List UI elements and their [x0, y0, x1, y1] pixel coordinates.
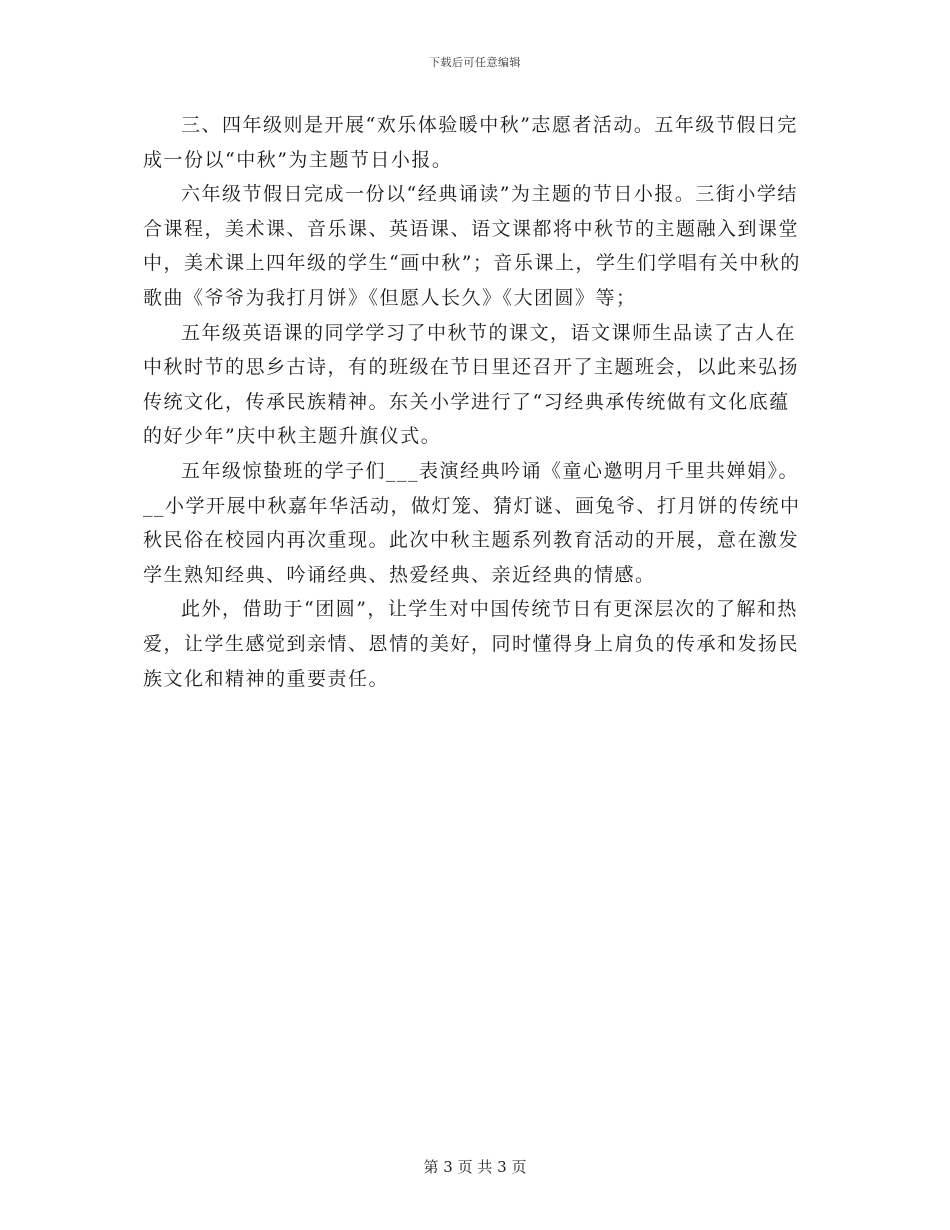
- paragraph-3: 五年级英语课的同学学习了中秋节的课文，语文课师生品读了古人在中秋时节的思乡古诗，有的班级在节日里还召开了主题班会，以此来弘扬传统文化，传承民族精神。东关小学进行了“习经典承传统做有文化底蕴的好少年”庆中秋主题升旗仪式。: [143, 321, 800, 448]
- paragraph-5: 此外，借助于“团圆”，让学生对中国传统节日有更深层次的了解和热爱，让学生感觉到亲情、恩情的美好，同时懂得身上肩负的传承和发扬民族文化和精神的重要责任。: [143, 598, 800, 690]
- document-body: [143, 108, 808, 696]
- page-header-note: 下载后可任意编辑: [429, 56, 521, 69]
- page-number: 第 3 页 共 3 页: [423, 1158, 527, 1176]
- paragraph-1: 三、四年级则是开展“欢乐体验暖中秋”志愿者活动。五年级节假日完成一份以“中秋”为主题节日小报。: [143, 114, 798, 171]
- paragraph-4: 五年级惊蛰班的学子们___表演经典吟诵《童心邀明月千里共婵娟》。__小学开展中秋嘉年华活动，做灯笼、猜灯谜、画兔爷、打月饼的传统中秋民俗在校园内再次重现。此次中秋主题系列教育活动的开展，意在激发学生熟知经典、吟诵经典、热爱经典、亲近经典的情感。: [143, 459, 801, 586]
- paragraph-2: 六年级节假日完成一份以“经典诵读”为主题的节日小报。三街小学结合课程，美术课、音乐课、英语课、语文课都将中秋节的主题融入到课堂中，美术课上四年级的学生“画中秋”；音乐课上，学生们学唱有关中秋的歌曲《爷爷为我打月饼》《但愿人长久》《大团圆》等；: [143, 183, 801, 309]
